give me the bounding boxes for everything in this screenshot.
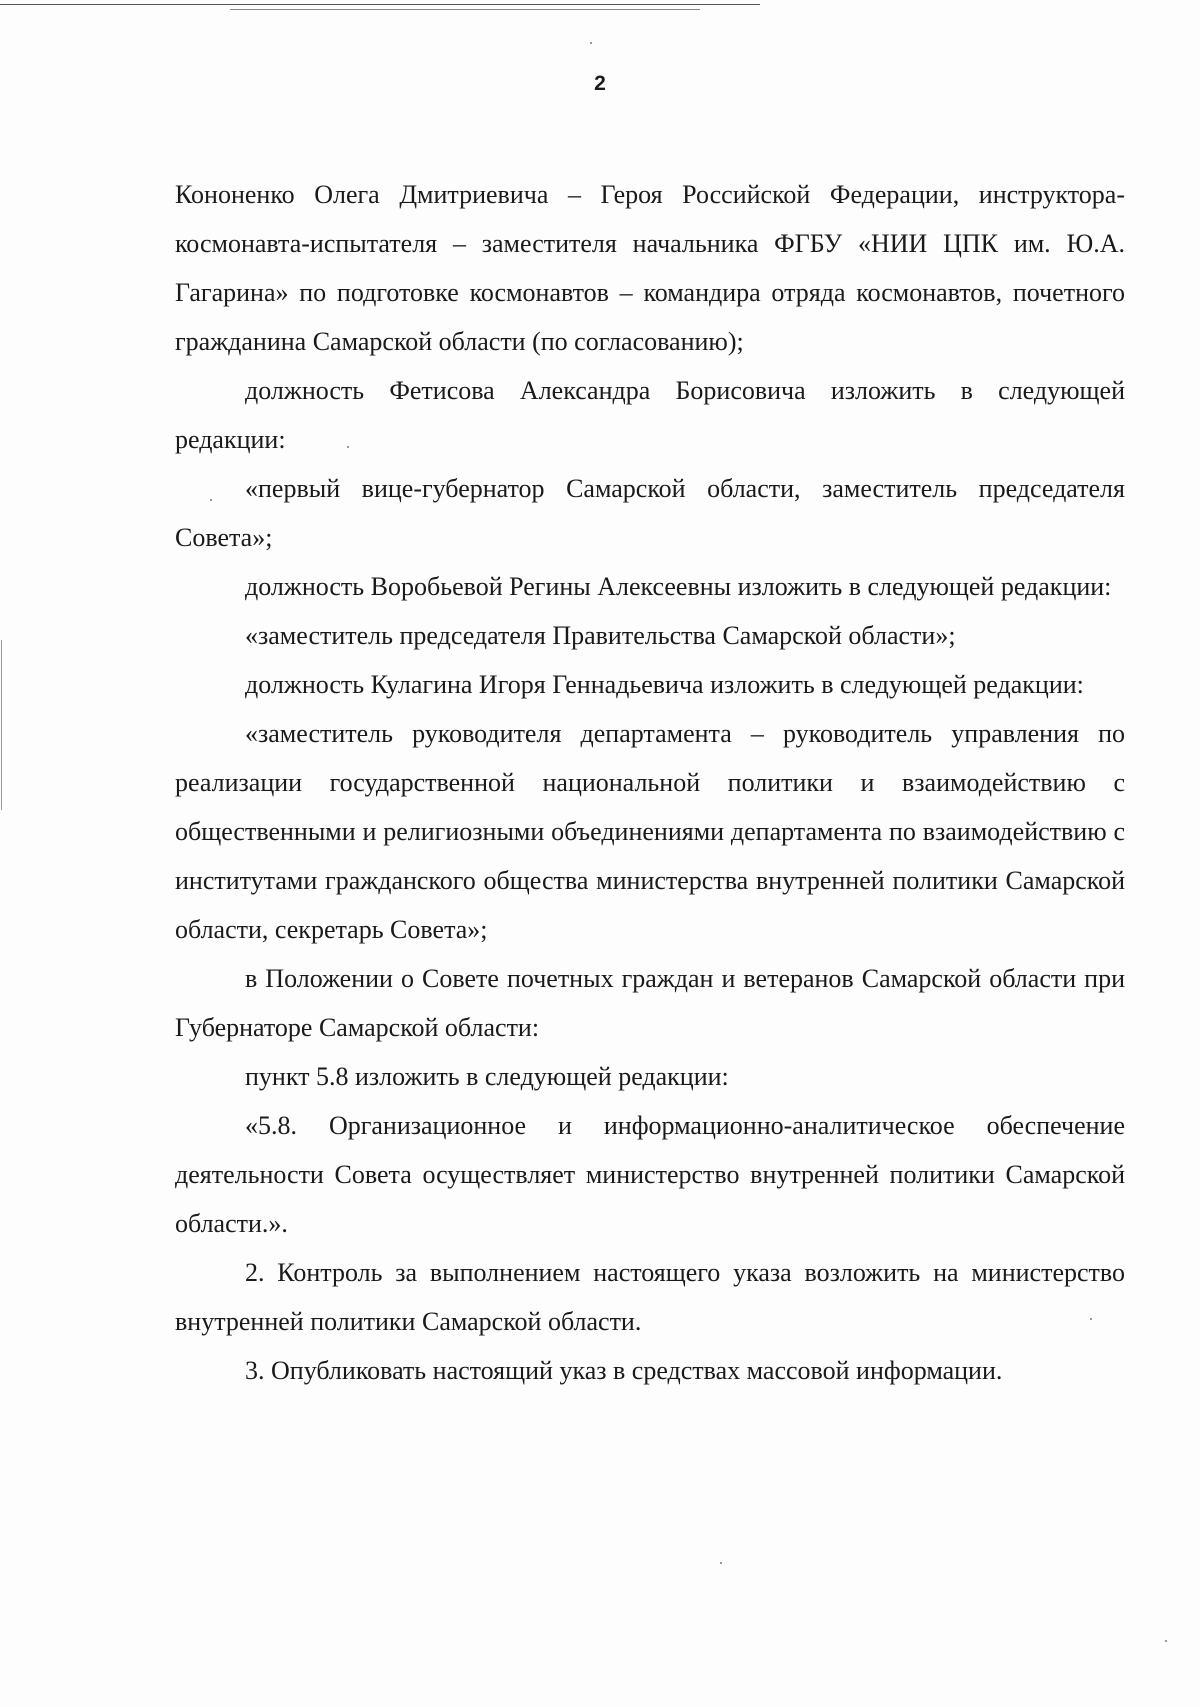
paragraph-vorobyeva-position: должность Воробьевой Регины Алексеевны изложить в следующей редакции: (245, 572, 1112, 601)
paragraph-fetisov-position: должность Фетисова Александра Борисовича изложить в следующей редакции: (175, 376, 1125, 454)
scan-speck (1165, 1640, 1167, 1642)
scan-speck (590, 42, 592, 44)
paragraph-item-2: 2. Контроль за выполнением настоящего указа возложить на министерство внутренней политики Самарской области. (175, 1258, 1125, 1336)
paragraph-kulagin-text: «заместитель руководителя департамента – руководитель управления по реализации государственной национальной политики и взаимодействию с общественными и религиозными объединениями департамента по взаимодействию с институтами гражданского общества министерства внутренней политики Самарской области, секретарь Совета»; (175, 719, 1125, 944)
scan-edge-line (1, 640, 2, 810)
page-number: 2 (594, 72, 606, 95)
paragraph-kononenko: Кононенко Олега Дмитриевича – Героя Российской Федерации, инструктора-космонавта-испытателя – заместителя начальника ФГБУ «НИИ ЦПК им. Ю.А. Гагарина» по подготовке космонавтов – командира отряда космонавтов, почетного гражданина Самарской области (по согласованию); (175, 180, 1125, 356)
paragraph-regulation: в Положении о Совете почетных граждан и ветеранов Самарской области при Губернаторе Самарской области: (175, 964, 1125, 1042)
paragraph-item-3: 3. Опубликовать настоящий указ в средствах массовой информации. (245, 1356, 1003, 1385)
paragraph-clause-5-8-text: «5.8. Организационное и информационно-аналитическое обеспечение деятельности Совета осуществляет министерство внутренней политики Самарской области.». (175, 1111, 1125, 1238)
scan-edge-line (0, 4, 760, 5)
scan-edge-line (230, 9, 700, 10)
document-body (175, 170, 1125, 1395)
paragraph-clause-5-8: пункт 5.8 изложить в следующей редакции: (245, 1062, 729, 1091)
scan-speck (720, 1562, 722, 1564)
paragraph-kulagin-position: должность Кулагина Игоря Геннадьевича изложить в следующей редакции: (245, 670, 1084, 699)
paragraph-vorobyeva-text: «заместитель председателя Правительства Самарской области»; (245, 621, 956, 650)
paragraph-fetisov-text: «первый вице-губернатор Самарской области, заместитель председателя Совета»; (175, 474, 1125, 552)
